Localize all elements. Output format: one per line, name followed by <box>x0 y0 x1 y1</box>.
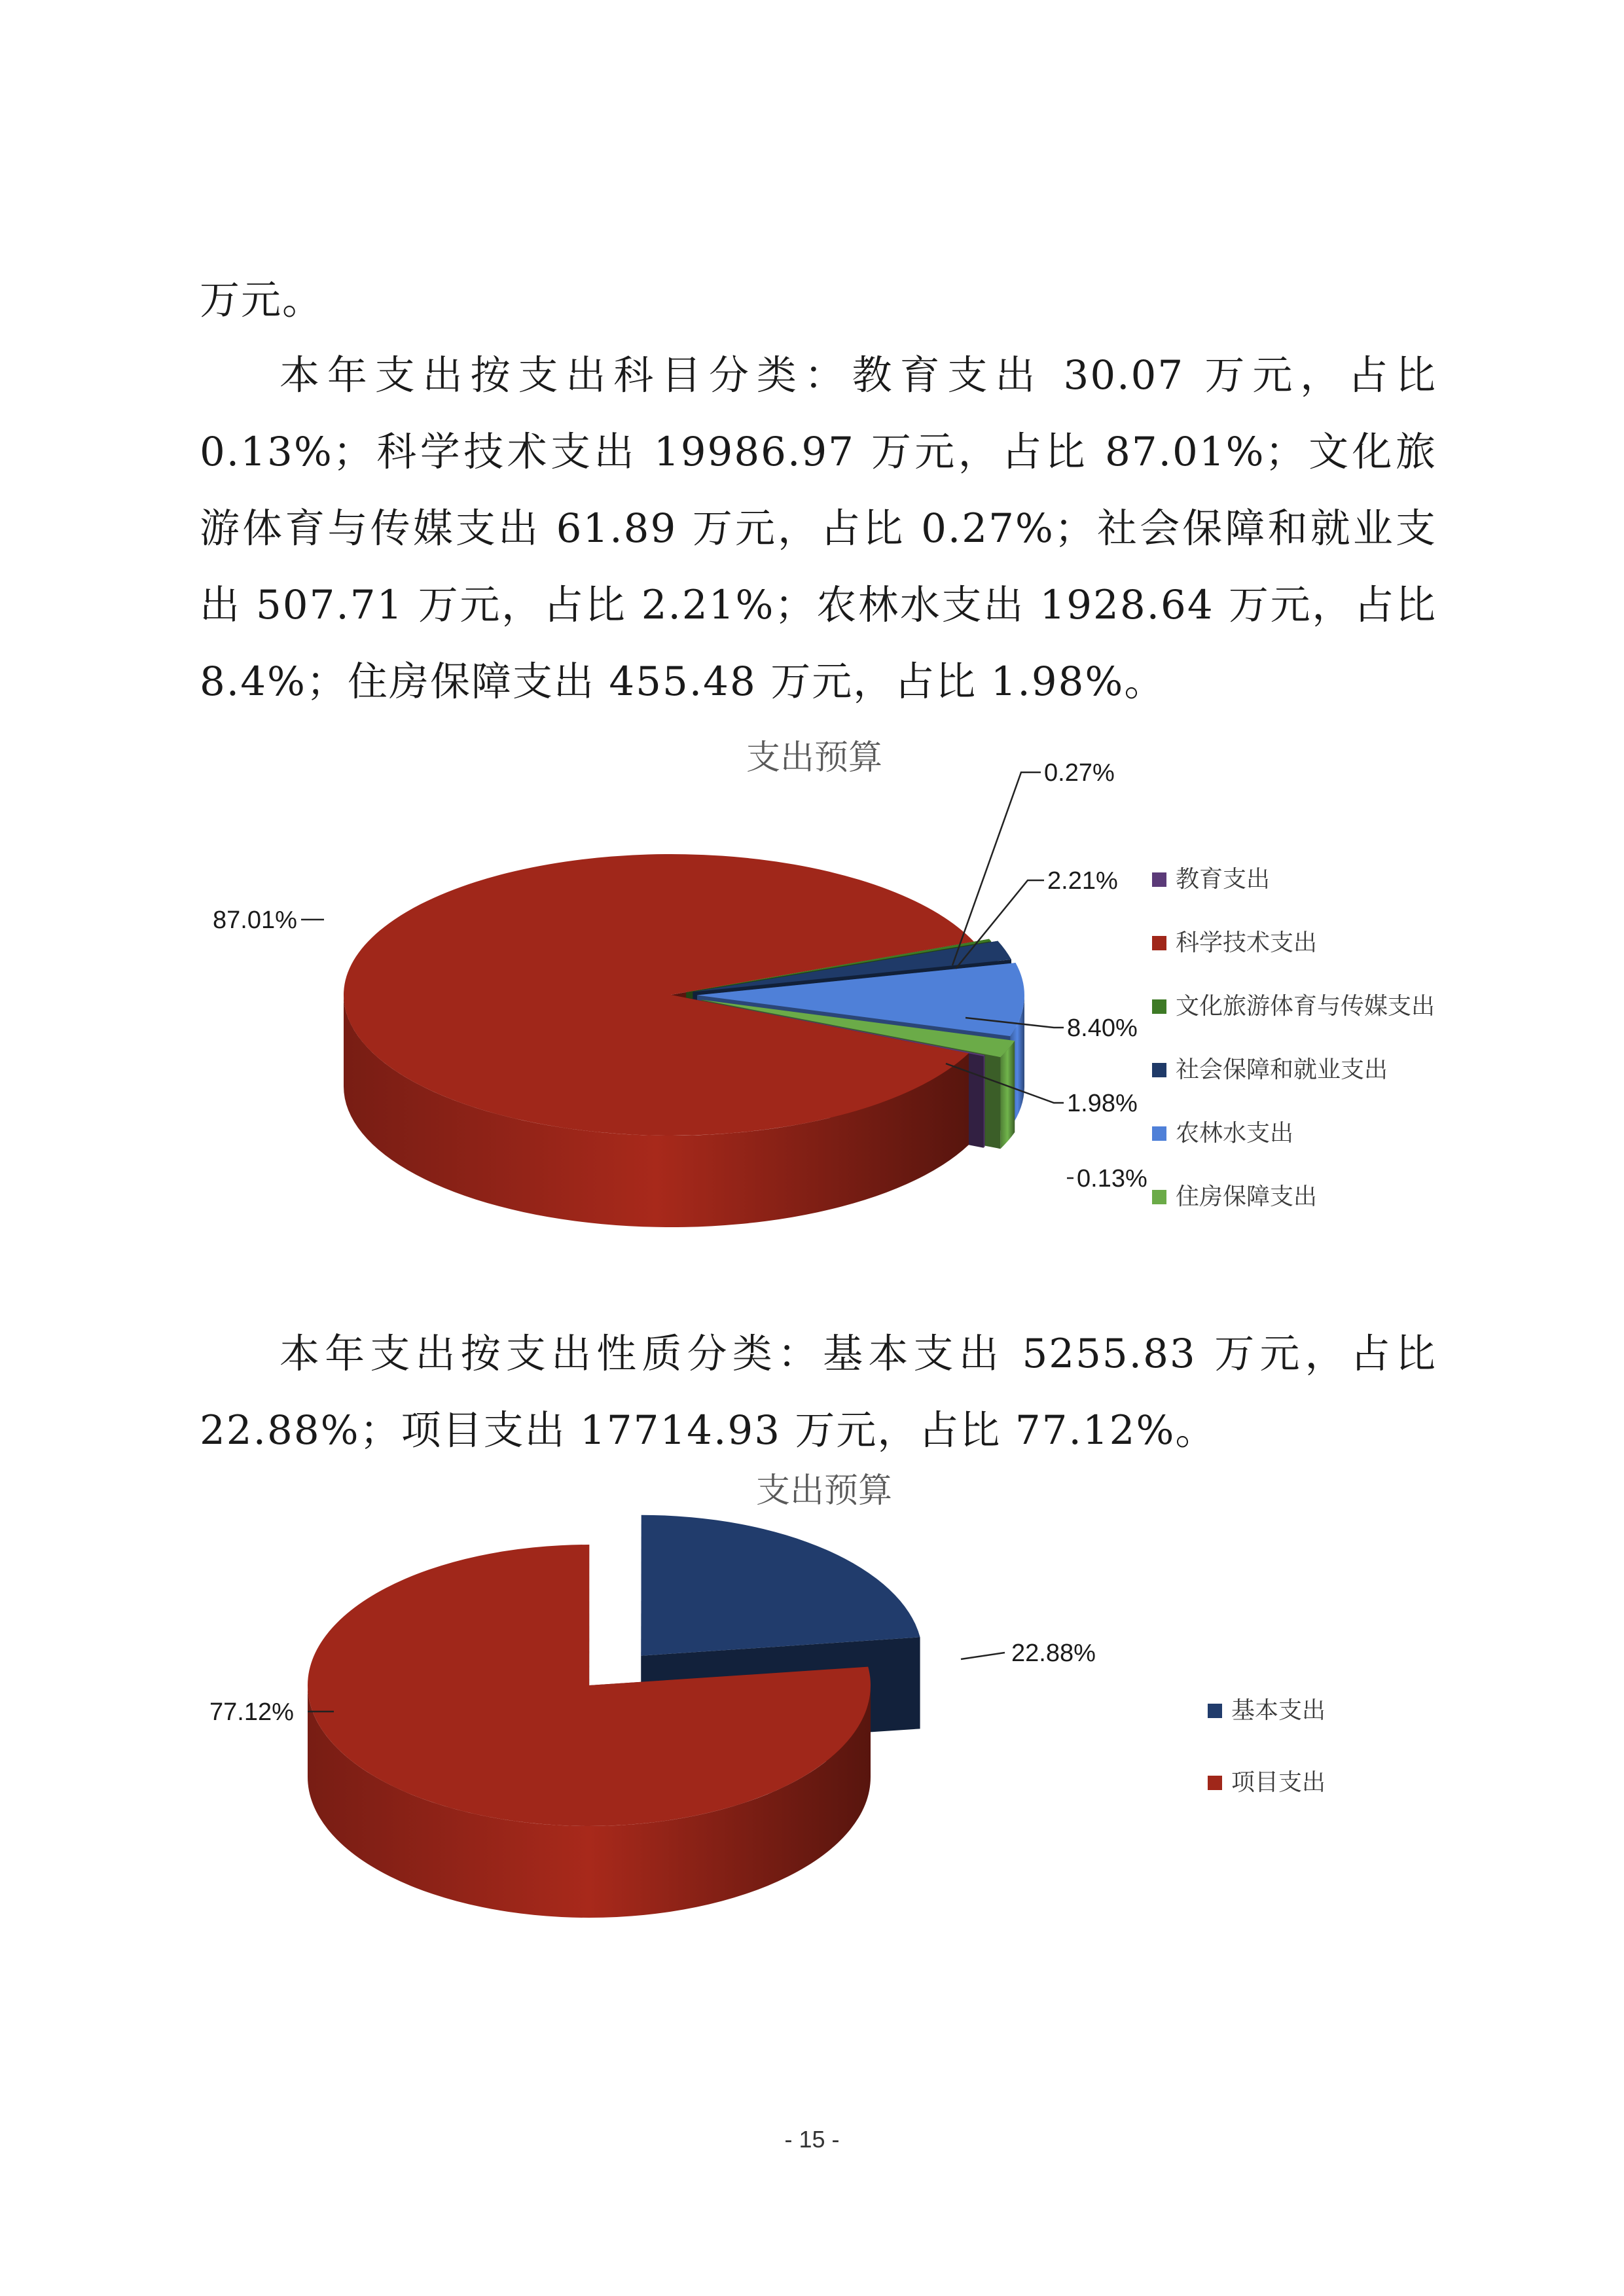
c1-data-label: 2.21% <box>1047 867 1118 895</box>
c2-data-label: 77.12% <box>209 1698 294 1726</box>
c1-legend-item: 文化旅游体育与传媒支出 <box>1176 992 1435 1019</box>
chart1-pie <box>0 753 1624 1276</box>
c1-data-label: 0.13% <box>1077 1165 1147 1193</box>
paragraph-expenditure-by-subject: 本年支出按支出科目分类：教育支出 30.07 万元，占比 0.13%；科学技术支出 19986.97 万元，占比 87.01%；文化旅游体育与传媒支出 61.89 万元，占比 0.27%；社会保障和就业支出 507.71 万元，占比 2.21%；农林水支出 1928.64 万元，占比 8.4%；住房保障支出 455.48 万元，占比 1.98%。 <box>200 352 1437 705</box>
c2-legend <box>1208 1696 1326 1795</box>
chart2-title: 支出预算 <box>756 1471 893 1511</box>
c2-leader-line <box>961 1653 1005 1659</box>
c1-data-label: 8.40% <box>1067 1014 1138 1042</box>
c1-legend <box>1152 865 1435 1210</box>
c2-legend-item: 基本支出 <box>1231 1696 1326 1723</box>
chart2-pie <box>0 1505 1624 1964</box>
c2-legend-item: 项目支出 <box>1231 1768 1326 1795</box>
c1-legend-item: 农林水支出 <box>1176 1119 1294 1146</box>
c1-rim-住房保障支出 <box>1000 1041 1015 1149</box>
c1-rim-教育支出 <box>984 1055 985 1148</box>
c1-legend-item: 社会保障和就业支出 <box>1176 1056 1388 1083</box>
c1-legend-item: 住房保障支出 <box>1176 1183 1318 1210</box>
c1-data-label: 87.01% <box>213 906 297 934</box>
c1-legend-swatch <box>1152 1190 1166 1204</box>
c2-data-label: 22.88% <box>1011 1640 1096 1667</box>
c1-legend-item: 教育支出 <box>1176 865 1271 892</box>
c1-data-label: 1.98% <box>1067 1090 1138 1117</box>
paragraph-continuation: 万元。 <box>200 277 324 323</box>
c1-legend-item: 科学技术支出 <box>1176 929 1318 956</box>
c2-legend-swatch <box>1208 1704 1222 1718</box>
c2-slice-基本支出 <box>641 1515 920 1656</box>
c1-legend-swatch <box>1152 936 1166 950</box>
c1-legend-swatch <box>1152 1063 1166 1077</box>
c1-legend-swatch <box>1152 1126 1166 1141</box>
paragraph-expenditure-by-nature: 本年支出按支出性质分类：基本支出 5255.83 万元，占比 22.88%；项目支出 17714.93 万元，占比 77.12%。 <box>200 1331 1437 1454</box>
c1-legend-swatch <box>1152 872 1166 887</box>
c1-legend-swatch <box>1152 999 1166 1014</box>
page-number: - 15 - <box>784 2126 840 2153</box>
c2-legend-swatch <box>1208 1776 1222 1790</box>
c1-data-label: 0.27% <box>1044 759 1115 787</box>
chart1-title: 支出预算 <box>746 738 883 778</box>
